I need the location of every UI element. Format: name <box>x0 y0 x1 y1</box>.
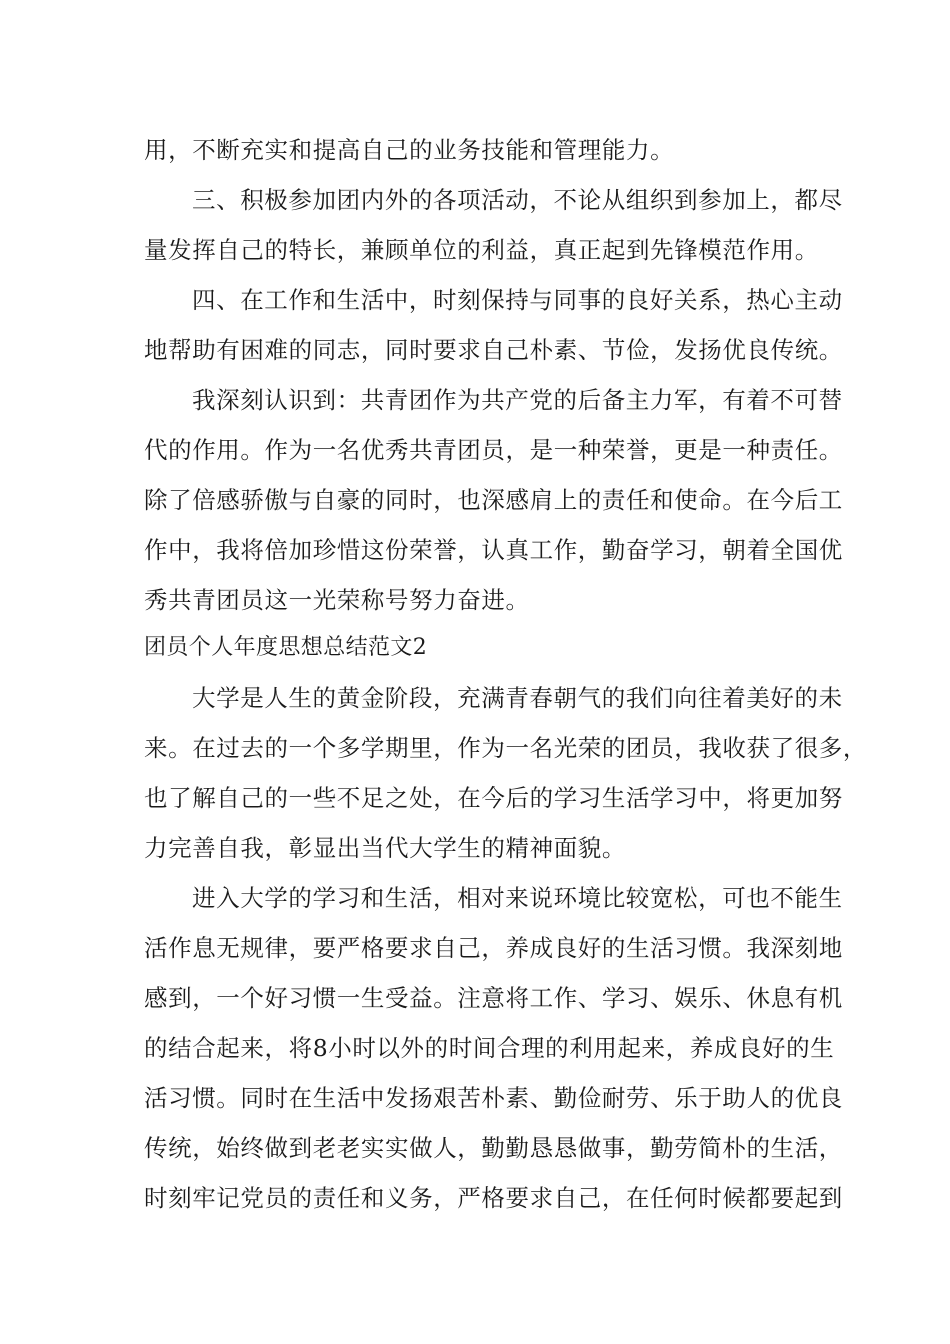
text-line: 也了解自己的一些不足之处，在今后的学习生活学习中，将更加努 <box>144 784 843 812</box>
section-heading: 团员个人年度思想总结范文2 <box>144 635 428 660</box>
paragraph-start-line: 大学是人生的黄金阶段，充满青春朝气的我们向往着美好的未 <box>192 684 843 712</box>
paragraph-start-line: 三、积极参加团内外的各项活动，不论从组织到参加上，都尽 <box>192 186 843 214</box>
paragraph-start-line: 我深刻认识到：共青团作为共产党的后备主力军，有着不可替 <box>192 386 843 414</box>
paragraph-start-line: 进入大学的学习和生活，相对来说环境比较宽松，可也不能生 <box>192 884 843 912</box>
text-line: 活习惯。同时在生活中发扬艰苦朴素、勤俭耐劳、乐于助人的优良 <box>144 1084 843 1112</box>
text-line: 地帮助有困难的同志，同时要求自己朴素、节俭，发扬优良传统。 <box>144 336 843 364</box>
text-line: 感到，一个好习惯一生受益。注意将工作、学习、娱乐、休息有机 <box>144 984 843 1012</box>
text-line: 秀共青团员这一光荣称号努力奋进。 <box>144 586 530 614</box>
text-line: 活作息无规律，要严格要求自己，养成良好的生活习惯。我深刻地 <box>144 934 843 962</box>
text-line: 除了倍感骄傲与自豪的同时，也深感肩上的责任和使命。在今后工 <box>144 486 843 514</box>
text-line: 量发挥自己的特长，兼顾单位的利益，真正起到先锋模范作用。 <box>144 236 819 264</box>
text-line: 代的作用。作为一名优秀共青团员，是一种荣誉，更是一种责任。 <box>144 436 843 464</box>
text-line: 用，不断充实和提高自己的业务技能和管理能力。 <box>144 136 675 164</box>
text-line: 来。在过去的一个多学期里，作为一名光荣的团员，我收获了很多， <box>144 734 867 762</box>
text-line: 时刻牢记党员的责任和义务，严格要求自己，在任何时候都要起到 <box>144 1184 843 1212</box>
text-line: 力完善自我，彰显出当代大学生的精神面貌。 <box>144 834 626 862</box>
text-line: 传统，始终做到老老实实做人，勤勤恳恳做事，勤劳简朴的生活， <box>144 1134 843 1162</box>
text-line: 的结合起来，将8小时以外的时间合理的利用起来，养成良好的生 <box>144 1034 835 1062</box>
paragraph-start-line: 四、在工作和生活中，时刻保持与同事的良好关系，热心主动 <box>192 286 843 314</box>
text-line: 作中，我将倍加珍惜这份荣誉，认真工作，勤奋学习，朝着全国优 <box>144 536 843 564</box>
